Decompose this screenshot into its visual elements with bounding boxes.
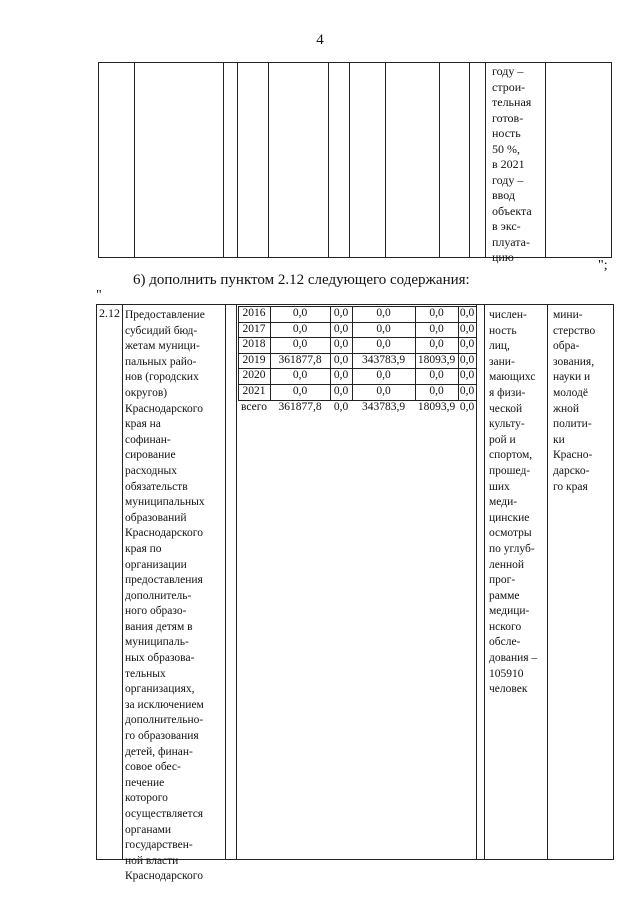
result-line: рой и — [489, 433, 516, 446]
name-line: Краснодарского — [125, 870, 203, 883]
name-line: образований — [125, 511, 187, 524]
result-line: обсле- — [489, 636, 521, 649]
financing-year-cell: 2019 — [242, 353, 266, 366]
result-line: человек — [489, 683, 528, 696]
financing-year-cell: 2020 — [242, 369, 266, 382]
row-executor — [553, 308, 609, 495]
name-line: жетам муници- — [125, 340, 200, 353]
name-line: пальных райо- — [125, 355, 197, 368]
name-line: ной власти — [125, 854, 179, 867]
financing-c4-cell: 0,0 — [459, 307, 475, 319]
grid-line — [238, 368, 476, 369]
financing-total-cell: 0,0 — [292, 307, 308, 319]
name-line: субсидий бюд- — [125, 324, 198, 337]
result-line: тельная — [492, 95, 532, 109]
grid-line — [238, 353, 476, 354]
financing-c3-cell: 0,0 — [429, 385, 444, 397]
financing-total-cell: 0,0 — [292, 322, 308, 335]
financing-total-cell: 361877,8 — [278, 353, 322, 366]
result-line: рамме — [489, 589, 520, 602]
financing-total-cell: 0,0 — [292, 338, 308, 351]
opening-quote: " — [96, 288, 102, 303]
executor-line: мини- — [553, 309, 583, 321]
financing-c2-cell: 343783,9 — [361, 400, 406, 413]
financing-c2-cell: 0,0 — [376, 385, 391, 397]
executor-line: полити- — [553, 418, 592, 431]
grid-line — [238, 337, 476, 338]
name-line: органами — [125, 823, 172, 836]
executor-line: обра- — [553, 340, 580, 353]
grid-line — [415, 306, 416, 400]
result-line: объекта — [492, 203, 532, 218]
name-line: муниципальных — [125, 496, 205, 509]
result-line: мающихс — [489, 371, 536, 384]
page-number: 4 — [316, 32, 324, 48]
grid-line — [270, 306, 271, 400]
result-line: ших — [489, 480, 510, 493]
financing-c1-cell: 0,0 — [333, 385, 349, 397]
result-line: нского — [489, 620, 522, 633]
name-line: печение — [125, 776, 165, 789]
row-name — [125, 308, 223, 885]
financing-c1-cell: 0,0 — [333, 338, 349, 351]
result-line: ческой — [489, 402, 523, 415]
result-line: ность — [489, 324, 517, 337]
financing-c3-cell: 18093,9 — [417, 353, 456, 366]
executor-line: стерство — [553, 324, 596, 337]
row-result — [489, 308, 543, 698]
result-line: меди- — [489, 496, 518, 509]
executor-line: Красно- — [553, 449, 593, 462]
amendment-paragraph: 6) дополнить пунктом 2.12 следующего содержания: — [133, 272, 470, 288]
name-line: края по — [125, 542, 162, 555]
name-line: Краснодарского — [125, 527, 203, 540]
name-line: Краснодарского — [125, 402, 203, 415]
closing-quote: "; — [598, 258, 608, 273]
financing-c2-cell: 0,0 — [376, 338, 391, 351]
executor-line: жной — [553, 402, 580, 415]
name-line: Предоставление — [125, 309, 205, 321]
financing-c3-cell: 0,0 — [429, 307, 444, 319]
financing-c4-cell: 0,0 — [459, 369, 475, 382]
financing-c4-cell: 0,0 — [459, 400, 475, 413]
name-line: ного образо- — [125, 605, 187, 618]
name-line: дополнительно- — [125, 714, 204, 727]
result-line: я физи- — [489, 386, 526, 399]
result-line: строи- — [492, 79, 526, 94]
name-line: детей, финан- — [125, 745, 193, 758]
name-line: го образования — [125, 730, 199, 743]
name-line: организации — [125, 558, 187, 571]
result-line: числен- — [489, 309, 527, 321]
financing-c2-cell: 0,0 — [376, 322, 391, 335]
name-line: осуществляется — [125, 808, 204, 820]
grid-line — [238, 306, 476, 307]
financing-year-cell: всего — [241, 400, 267, 413]
financing-c2-cell: 0,0 — [376, 307, 391, 319]
grid-line — [238, 322, 476, 323]
result-line: 105910 — [489, 667, 524, 680]
executor-line: ки — [553, 433, 565, 446]
financing-year-cell: 2017 — [242, 322, 266, 335]
result-line: плуата- — [492, 234, 530, 249]
grid-line — [238, 384, 476, 385]
financing-year-cell: 2016 — [242, 307, 266, 319]
grid-line — [476, 306, 477, 400]
name-line: организациях, — [125, 683, 195, 696]
financing-c3-cell: 0,0 — [429, 369, 444, 382]
financing-c1-cell: 0,0 — [333, 369, 349, 382]
result-line: осмотры — [489, 527, 532, 540]
result-line: году – — [492, 172, 524, 187]
grid-line — [238, 306, 239, 400]
name-line: обязательств — [125, 480, 188, 493]
name-line: сирование — [125, 449, 176, 462]
financing-year-cell: 2018 — [242, 338, 266, 351]
result-line: цию — [492, 250, 514, 264]
result-line: культу- — [489, 418, 525, 431]
financing-year-cell: 2021 — [242, 385, 266, 397]
executor-line: науки и — [553, 371, 591, 384]
financing-c2-cell: 0,0 — [376, 369, 391, 382]
executor-line: дарско- — [553, 464, 590, 477]
financing-c2-cell: 343783,9 — [361, 353, 406, 366]
financing-c1-cell: 0,0 — [333, 307, 349, 319]
financing-c4-cell: 0,0 — [459, 322, 475, 335]
financing-total-cell: 361877,8 — [278, 400, 322, 413]
name-line: вания детям в — [125, 620, 193, 633]
financing-c3-cell: 18093,9 — [417, 400, 456, 413]
result-line: дования – — [489, 652, 538, 665]
result-line: цинские — [489, 511, 530, 524]
result-line: зани- — [489, 355, 515, 368]
financing-c3-cell: 0,0 — [429, 338, 444, 351]
name-line: округов) — [125, 386, 168, 399]
name-line: за исключением — [125, 698, 204, 711]
name-line: совое обес- — [125, 761, 181, 774]
name-line: государствен- — [125, 839, 193, 852]
name-line: тельных — [125, 667, 166, 680]
top-result-text — [492, 64, 552, 266]
result-line: прог- — [489, 574, 516, 587]
result-line: прошед- — [489, 464, 531, 477]
name-line: софинан- — [125, 433, 171, 446]
result-line: ность — [492, 126, 521, 140]
name-line: которого — [125, 792, 168, 805]
name-line: предоставления — [125, 574, 203, 587]
name-line: расходных — [125, 464, 178, 477]
result-line: медици- — [489, 605, 530, 618]
result-line: спортом, — [489, 449, 533, 462]
financing-c4-cell: 0,0 — [459, 353, 475, 366]
result-line: лиц, — [489, 340, 510, 353]
financing-c1-cell: 0,0 — [333, 353, 349, 366]
financing-c1-cell: 0,0 — [333, 322, 349, 335]
name-line: нов (городских — [125, 371, 199, 384]
financing-total-cell: 0,0 — [292, 369, 308, 382]
grid-line — [238, 400, 476, 401]
name-line: муниципаль- — [125, 636, 189, 649]
financing-c4-cell: 0,0 — [459, 338, 475, 351]
executor-line: зования, — [553, 355, 595, 368]
name-line: ных образова- — [125, 652, 195, 665]
grid-line — [330, 306, 331, 400]
financing-c1-cell: 0,0 — [333, 400, 349, 413]
executor-line: молодё — [553, 386, 588, 399]
result-line: в 2021 — [492, 157, 525, 171]
grid-line — [352, 306, 353, 400]
financing-c3-cell: 0,0 — [429, 322, 444, 335]
result-line: году – — [492, 64, 524, 78]
result-line: 50 %, — [492, 141, 520, 156]
row-number: 2.12 — [99, 306, 120, 320]
result-line: ленной — [489, 558, 525, 571]
grid-line — [458, 306, 459, 400]
result-line: ввод — [492, 188, 516, 202]
financing-total-cell: 0,0 — [292, 385, 308, 397]
executor-line: го края — [553, 480, 588, 493]
name-line: дополнитель- — [125, 589, 192, 602]
financing-c4-cell: 0,0 — [459, 385, 475, 397]
result-line: в экс- — [492, 219, 521, 233]
name-line: края на — [125, 418, 161, 431]
result-line: по углуб- — [489, 542, 535, 555]
result-line: готов- — [492, 110, 524, 125]
